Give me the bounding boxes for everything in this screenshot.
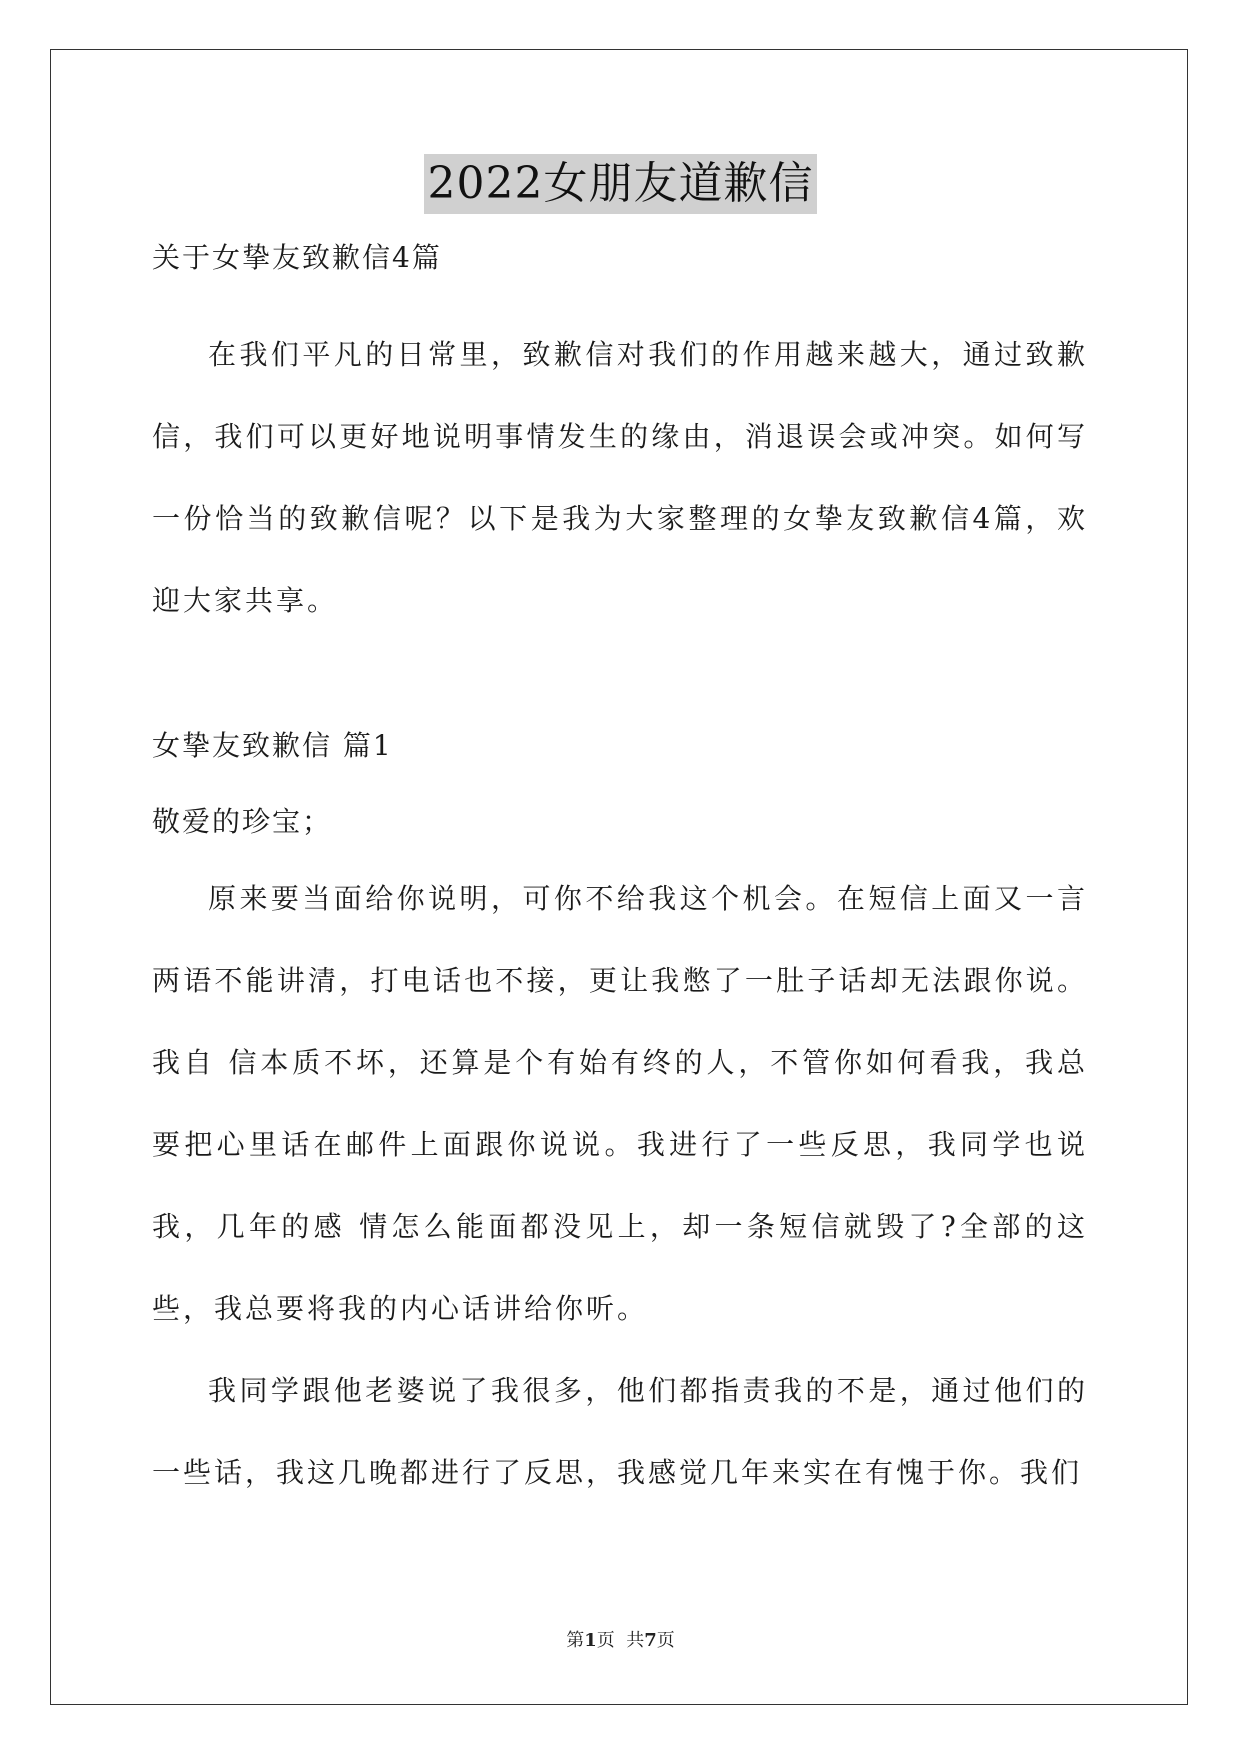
intro-paragraph: 在我们平凡的日常里，致歉信对我们的作用越来越大，通过致歉信，我们可以更好地说明事情发生的缘由，消退误会或冲突。如何写一份恰当的致歉信呢？以下是我为大家整理的女挚友致歉信4篇，欢迎大家共享。 (152, 338, 1088, 617)
footer-page-prefix: 第 (566, 1630, 585, 1651)
salutation: 敬爱的珍宝； (152, 805, 333, 838)
footer-total-pages: 7 (644, 1630, 657, 1651)
section-heading: 女挚友致歉信 篇1 (152, 729, 393, 762)
footer-page-mid: 页 共 (596, 1630, 645, 1651)
footer-page-suffix: 页 (656, 1630, 675, 1651)
body-paragraph-1: 原来要当面给你说明，可你不给我这个机会。在短信上面又一言两语不能讲清，打电话也不接，更让我憋了一肚子话却无法跟你说。我自 信本质不坏，还算是个有始有终的人，不管你如何看我，我总要把心里话在邮件上面跟你说说。我进行了一些反思，我同学也说我，几年的感 情怎么能面都没见上，却一条短信就毁了?全部的这些，我总要将我的内心话讲给你听。 (152, 882, 1088, 1325)
body-paragraph-2: 我同学跟他老婆说了我很多，他们都指责我的不是，通过他们的一些话，我这几晚都进行了反思，我感觉几年来实在有愧于你。我们 (152, 1374, 1088, 1489)
page-footer (0, 1626, 1241, 1652)
document-subtitle: 关于女挚友致歉信4篇 (152, 241, 442, 274)
document-title: 2022女朋友道歉信 (424, 154, 818, 214)
title-container (0, 154, 1241, 214)
footer-current-page: 1 (584, 1630, 597, 1651)
document-body (152, 232, 1088, 1514)
